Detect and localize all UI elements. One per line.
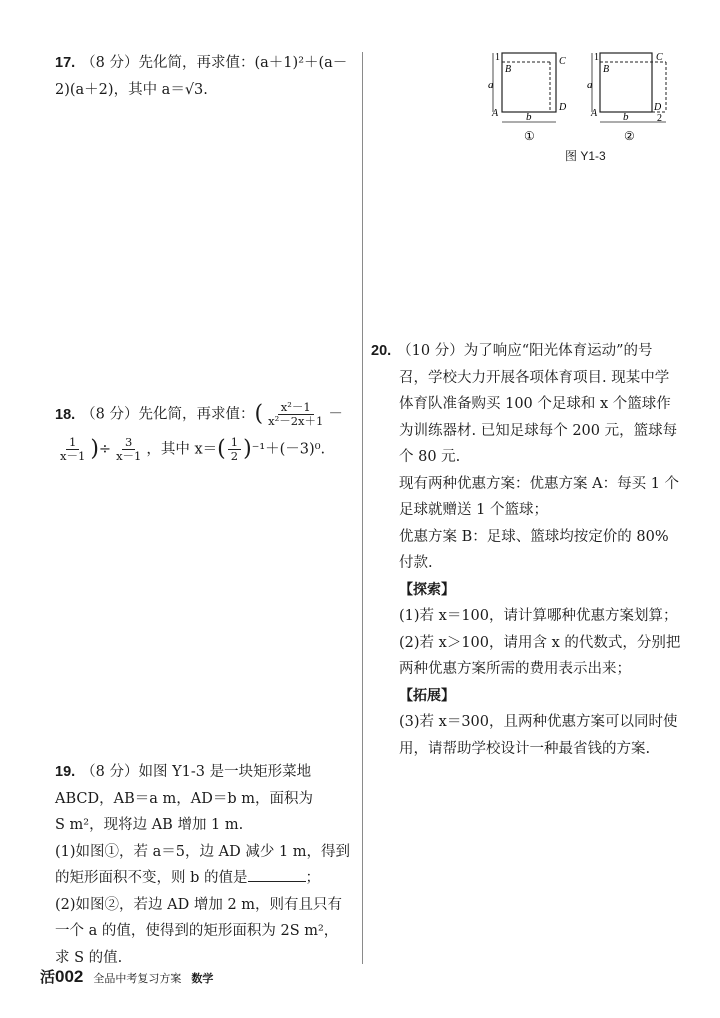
- book-title: 全品中考复习方案: [93, 972, 182, 985]
- question-19-number: 19.: [55, 764, 76, 780]
- question-19-line-2: ABCD，AB＝a m，AD＝b m，面积为: [55, 790, 313, 807]
- question-17-line-2: 2)(a＋2)，其中 a＝√3.: [55, 81, 208, 98]
- question-19-line-5: [55, 865, 355, 892]
- fig2-label-a: a: [587, 79, 593, 91]
- page-number: 002: [55, 967, 84, 986]
- question-18-line-2: [55, 436, 355, 463]
- fraction-3-numerator: 3: [122, 436, 135, 450]
- figure-svg: [488, 48, 678, 163]
- fraction-1-denominator: x²－2x＋1: [268, 414, 324, 428]
- question-18-where: ，其中 x＝: [146, 441, 218, 458]
- question-19-line-7: 一个 a 的值，使得到的矩形面积为 2S m²，: [55, 923, 339, 939]
- question-17: [55, 50, 355, 103]
- fig1-label-B: B: [505, 64, 512, 75]
- fraction-2-numerator: 1: [66, 436, 79, 450]
- half-close-paren: ): [243, 436, 252, 462]
- question-20-line-7: 足球就赠送 1 个篮球；: [399, 502, 548, 518]
- question-19-line-4: (1)如图①，若 a＝5，边 AD 减少 1 m，得到: [55, 843, 351, 860]
- question-20-line-3: 体育队准备购买 100 个足球和 x 个篮球作: [399, 396, 671, 412]
- fig2-number: ②: [624, 129, 635, 143]
- question-19-text-5a: 的矩形面积不变，则 b 的值是: [55, 870, 248, 886]
- fraction-3: [113, 436, 144, 463]
- fraction-1: [265, 401, 326, 428]
- close-paren: ): [90, 436, 99, 462]
- fig1-label-D: D: [559, 102, 567, 113]
- figure-1: [488, 52, 567, 143]
- question-19-line-1: [55, 759, 355, 786]
- page-number-group: [40, 966, 83, 987]
- question-18-line-1: [55, 401, 355, 428]
- fraction-2: [57, 436, 88, 463]
- fig1-label-1: 1: [495, 52, 500, 63]
- question-18-prefix: （8 分）先化简，再求值：: [81, 406, 255, 423]
- half-numerator: 1: [228, 436, 241, 450]
- subject-label: 数学: [191, 972, 214, 985]
- fig2-label-2: 2: [657, 113, 662, 124]
- question-20-line-9: 付款.: [399, 555, 433, 571]
- half-denominator: 2: [230, 449, 239, 463]
- fig2-label-B: B: [603, 64, 610, 75]
- fig2-label-1: 1: [594, 52, 599, 63]
- question-18-tail: ⁻¹＋(－3)⁰.: [251, 441, 326, 458]
- fig1-label-A: A: [492, 108, 499, 119]
- half-open-paren: (: [217, 436, 226, 462]
- fig2-label-A: A: [591, 108, 598, 119]
- question-19: [55, 759, 355, 971]
- question-19-text-5b: ；: [305, 870, 320, 886]
- fraction-1-numerator: x²－1: [278, 401, 314, 415]
- question-20-text-1: （10 分）为了响应“阳光体育运动”的号: [397, 343, 653, 359]
- figure-y1-3: [488, 48, 678, 163]
- question-19-line-6: (2)如图②，若边 AD 增加 2 m，则有且只有: [55, 896, 343, 913]
- fraction-2-denominator: x－1: [60, 449, 86, 463]
- question-20-line-6: 现有两种优惠方案：优惠方案 A：每买 1 个: [399, 475, 680, 492]
- question-20-line-8: 优惠方案 B：足球、篮球均按定价的 80%: [399, 528, 669, 545]
- fig1-label-a: a: [488, 79, 494, 91]
- page-prefix: 活: [40, 968, 56, 986]
- page-footer: [40, 966, 213, 987]
- question-18-number: 18.: [55, 406, 76, 423]
- figure-caption: 图 Y1-3: [565, 149, 606, 163]
- fig2-label-b: b: [623, 111, 629, 123]
- question-17-text-1: （8 分）先化简，再求值：(a＋1)²＋(a－: [81, 55, 348, 71]
- explore-line-3: 两种优惠方案所需的费用表示出来；: [399, 661, 631, 677]
- explore-line-1: (1)若 x＝100，请计算哪种优惠方案划算；: [399, 608, 678, 624]
- figure-2: [587, 52, 666, 143]
- question-20-line-1: [371, 338, 671, 365]
- fig2-label-D: D: [654, 102, 662, 113]
- answer-blank[interactable]: [248, 868, 306, 882]
- division-sign: ÷: [98, 441, 112, 458]
- question-19-line-8: 求 S 的值.: [55, 949, 123, 966]
- extend-line-2: 用，请帮助学校设计一种最省钱的方案.: [399, 740, 651, 757]
- fraction-half: [228, 436, 241, 463]
- extend-line-1: (3)若 x＝300，且两种优惠方案可以同时使: [399, 714, 678, 730]
- question-20-line-4: 为训练器材. 已知足球每个 200 元，篮球每: [399, 422, 678, 439]
- fraction-3-denominator: x－1: [116, 449, 142, 463]
- question-20-line-5: 个 80 元.: [399, 449, 461, 465]
- open-paren: (: [254, 401, 264, 427]
- extend-heading: 【拓展】: [399, 687, 455, 704]
- explore-heading: 【探索】: [399, 581, 455, 598]
- fig1-label-C: C: [559, 56, 566, 67]
- question-19-line-3: S m²，现将边 AB 增加 1 m.: [55, 817, 244, 833]
- question-17-line-1: [55, 50, 355, 77]
- question-20-number: 20.: [371, 343, 392, 359]
- fig1-label-b: b: [526, 111, 532, 123]
- fig1-number: ①: [524, 129, 535, 143]
- question-18: [55, 401, 355, 463]
- question-17-number: 17.: [55, 55, 76, 71]
- question-20: [371, 338, 681, 762]
- fig2-label-C: C: [656, 52, 663, 63]
- question-19-text-1: （8 分）如图 Y1-3 是一块矩形菜地: [81, 764, 312, 780]
- explore-line-2: (2)若 x＞100，请用含 x 的代数式，分别把: [399, 634, 681, 651]
- column-divider: [362, 52, 363, 964]
- question-20-line-2: 召，学校大力开展各项体育项目. 现某中学: [399, 369, 670, 386]
- minus-sign: －: [328, 406, 343, 423]
